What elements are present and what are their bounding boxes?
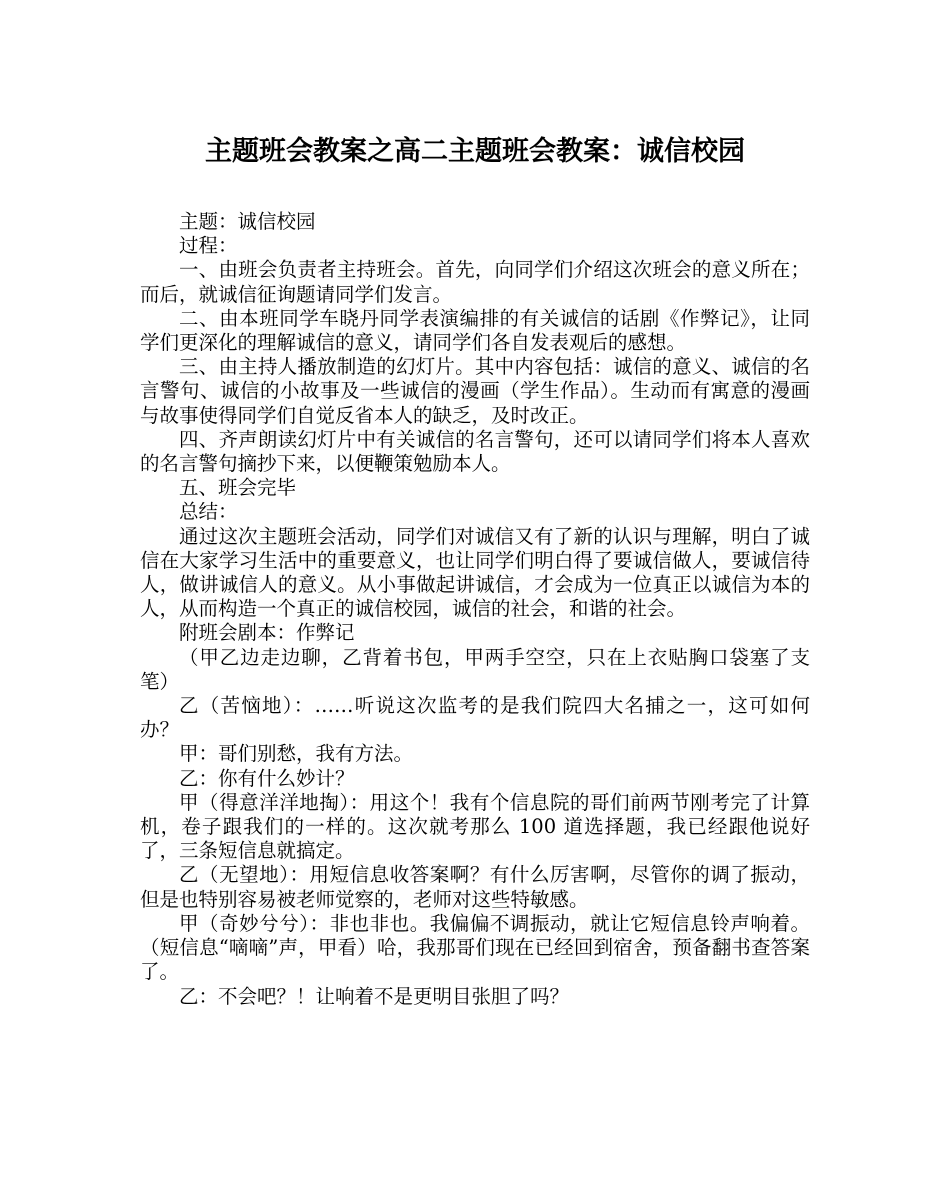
paragraph-stage-direction: （甲乙边走边聊，乙背着书包，甲两手空空，只在上衣贴胸口袋塞了支笔） xyxy=(140,645,810,693)
paragraph-dialogue-5: 乙（无望地）：用短信息收答案啊？有什么厉害啊，尽管你的调了振动，但是也特别容易被老师觉察的，老师对这些特敏感。 xyxy=(140,863,810,911)
paragraph-dialogue-4: 甲（得意洋洋地掏）：用这个！我有个信息院的哥们前两节刚考完了计算机，卷子跟我们的一样的。这次就考那么 100 道选择题，我已经跟他说好了，三条短信息就搞定。 xyxy=(140,790,810,863)
paragraph-dialogue-3: 乙：你有什么妙计？ xyxy=(179,766,355,790)
paragraph-dialogue-7: 乙：不会吧？！让响着不是更明目张胆了吗？ xyxy=(179,984,570,1008)
paragraph-step-3: 三、由主持人播放制造的幻灯片。其中内容包括：诚信的意义、诚信的名言警句、诚信的小故事及一些诚信的漫画（学生作品）。生动而有寓意的漫画与故事使得同学们自觉反省本人的缺乏，及时改正。 xyxy=(140,355,810,427)
paragraph-dialogue-6: 甲（奇妙兮兮）：非也非也。我偏偏不调振动，就让它短信息铃声响着。（短信息“嘀嘀”声，甲看）哈，我那哥们现在已经回到宿舍，预备翻书查答案了。 xyxy=(140,911,810,984)
paragraph-summary: 通过这次主题班会活动，同学们对诚信又有了新的认识与理解，明白了诚信在大家学习生活中的重要意义，也让同学们明白得了要诚信做人，要诚信待人，做讲诚信人的意义。从小事做起讲诚信，才会成为一位真正以诚信为本的人，从而构造一个真正的诚信校园，诚信的社会，和谐的社会。 xyxy=(140,524,810,621)
paragraph-script-heading: 附班会剧本：作弊记 xyxy=(179,621,355,645)
paragraph-step-4: 四、齐声朗读幻灯片中有关诚信的名言警句，还可以请同学们将本人喜欢的名言警句摘抄下来，以便鞭策勉励本人。 xyxy=(140,427,810,476)
paragraph-topic: 主题：诚信校园 xyxy=(179,210,316,233)
paragraph-dialogue-2: 甲：哥们别愁，我有方法。 xyxy=(179,742,414,766)
paragraph-summary-heading: 总结： xyxy=(179,500,238,524)
document-body xyxy=(140,210,810,1009)
paragraph-step-1: 一、由班会负责者主持班会。首先，向同学们介绍这次班会的意义所在；而后，就诚信征询题请同学们发言。 xyxy=(140,258,810,306)
paragraph-dialogue-1: 乙（苦恼地）：……听说这次监考的是我们院四大名捕之一，这可如何办？ xyxy=(140,694,810,742)
paragraph-process-heading: 过程： xyxy=(179,234,238,258)
paragraph-step-2: 二、由本班同学车晓丹同学表演编排的有关诚信的话剧《作弊记》，让同学们更深化的理解诚信的意义，请同学们各自发表观后的感想。 xyxy=(140,306,810,355)
paragraph-step-5: 五、班会完毕 xyxy=(179,476,297,500)
document-title: 主题班会教案之高二主题班会教案：诚信校园 xyxy=(205,136,745,167)
